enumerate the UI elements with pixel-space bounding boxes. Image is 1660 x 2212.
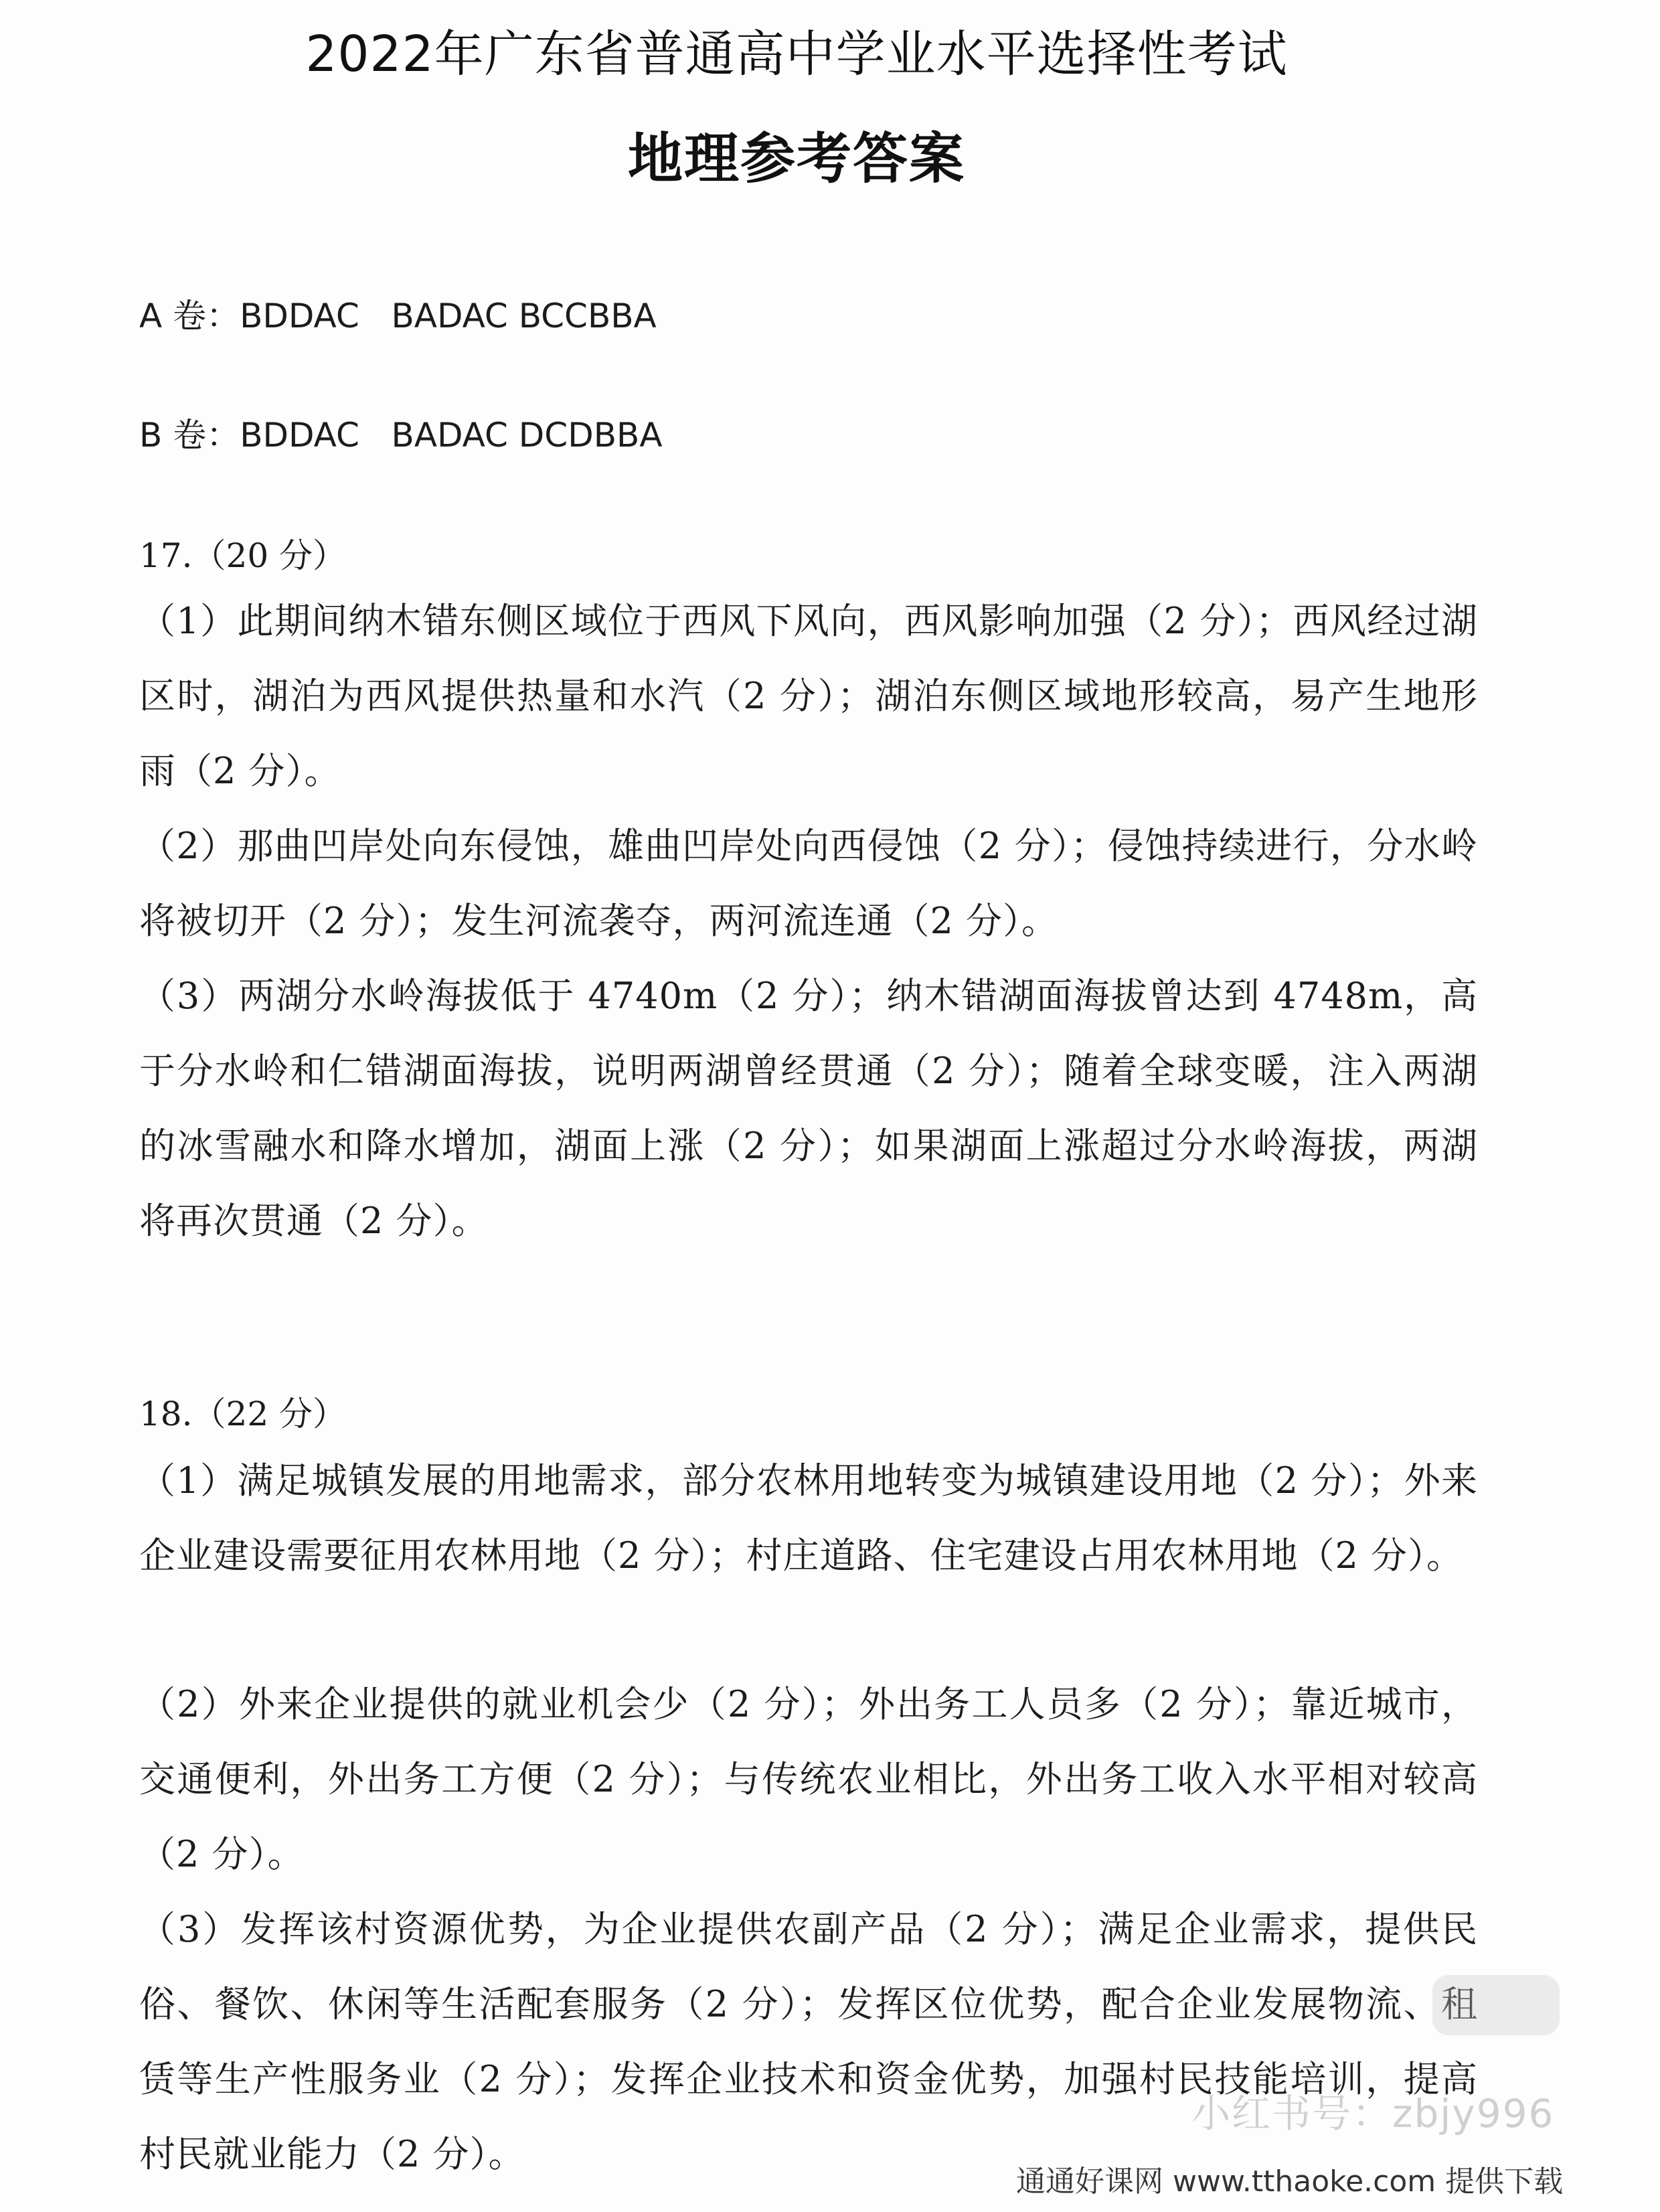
answer-key-b: B 卷：BDDAC BADAC DCDBBA <box>139 416 663 455</box>
page-title: 2022年广东省普通高中学业水平选择性考试 <box>305 25 1288 83</box>
question-18-part-2: （2）外来企业提供的就业机会少（2 分）；外出务工人员多（2 分）；靠近城市，交通便利，外出务工方便（2 分）；与传统农业相比，外出务工收入水平相对较高（2 分）。 <box>139 1683 1478 1875</box>
question-18-heading: 18.（22 分） <box>139 1395 347 1433</box>
answer-key-a: A 卷：BDDAC BADAC BCCBBA <box>139 297 657 335</box>
page-subtitle: 地理参考答案 <box>627 127 965 191</box>
question-17-heading: 17.（20 分） <box>139 536 347 575</box>
question-17-part-3: （3）两湖分水岭海拔低于 4740m（2 分）；纳木错湖面海拔曾达到 4748m，高于分水岭和仁错湖面海拔，说明两湖曾经贯通（2 分）；随着全球变暖，注入两湖的冰雪融水和降水增加，湖面上涨（2 分）；如果湖面上涨超过分水岭海拔，两湖将再次贯通（2 分）。 <box>139 975 1478 1242</box>
question-18-part-3: （3）发挥该村资源优势，为企业提供农副产品（2 分）；满足企业需求，提供民俗、餐饮、休闲等生活配套服务（2 分）；发挥区位优势，配合企业发展物流、租赁等生产性服务业（2 分）；发挥企业技术和资金优势，加强村民技能培训，提高村民就业能力（2 分）。 <box>139 1908 1478 2175</box>
question-17-part-2: （2）那曲凹岸处向东侵蚀，雄曲凹岸处向西侵蚀（2 分）；侵蚀持续进行，分水岭将被切开（2 分）；发生河流袭夺，两河流连通（2 分）。 <box>139 825 1478 942</box>
question-18-part-1: （1）满足城镇发展的用地需求，部分农林用地转变为城镇建设用地（2 分）；外来企业建设需要征用农林用地（2 分）；村庄道路、住宅建设占用农林用地（2 分）。 <box>139 1459 1478 1577</box>
watermark-logo <box>1432 1975 1560 2035</box>
question-17-part-1: （1）此期间纳木错东侧区域位于西风下风向，西风影响加强（2 分）；西风经过湖区时，湖泊为西风提供热量和水汽（2 分）；湖泊东侧区域地形较高，易产生地形雨（2 分）。 <box>139 600 1478 792</box>
watermark-social-id: 小红书号：zbjy996 <box>1191 2091 1555 2136</box>
download-source-note: 通通好课网 www.tthaoke.com 提供下载 <box>1011 2157 1568 2200</box>
